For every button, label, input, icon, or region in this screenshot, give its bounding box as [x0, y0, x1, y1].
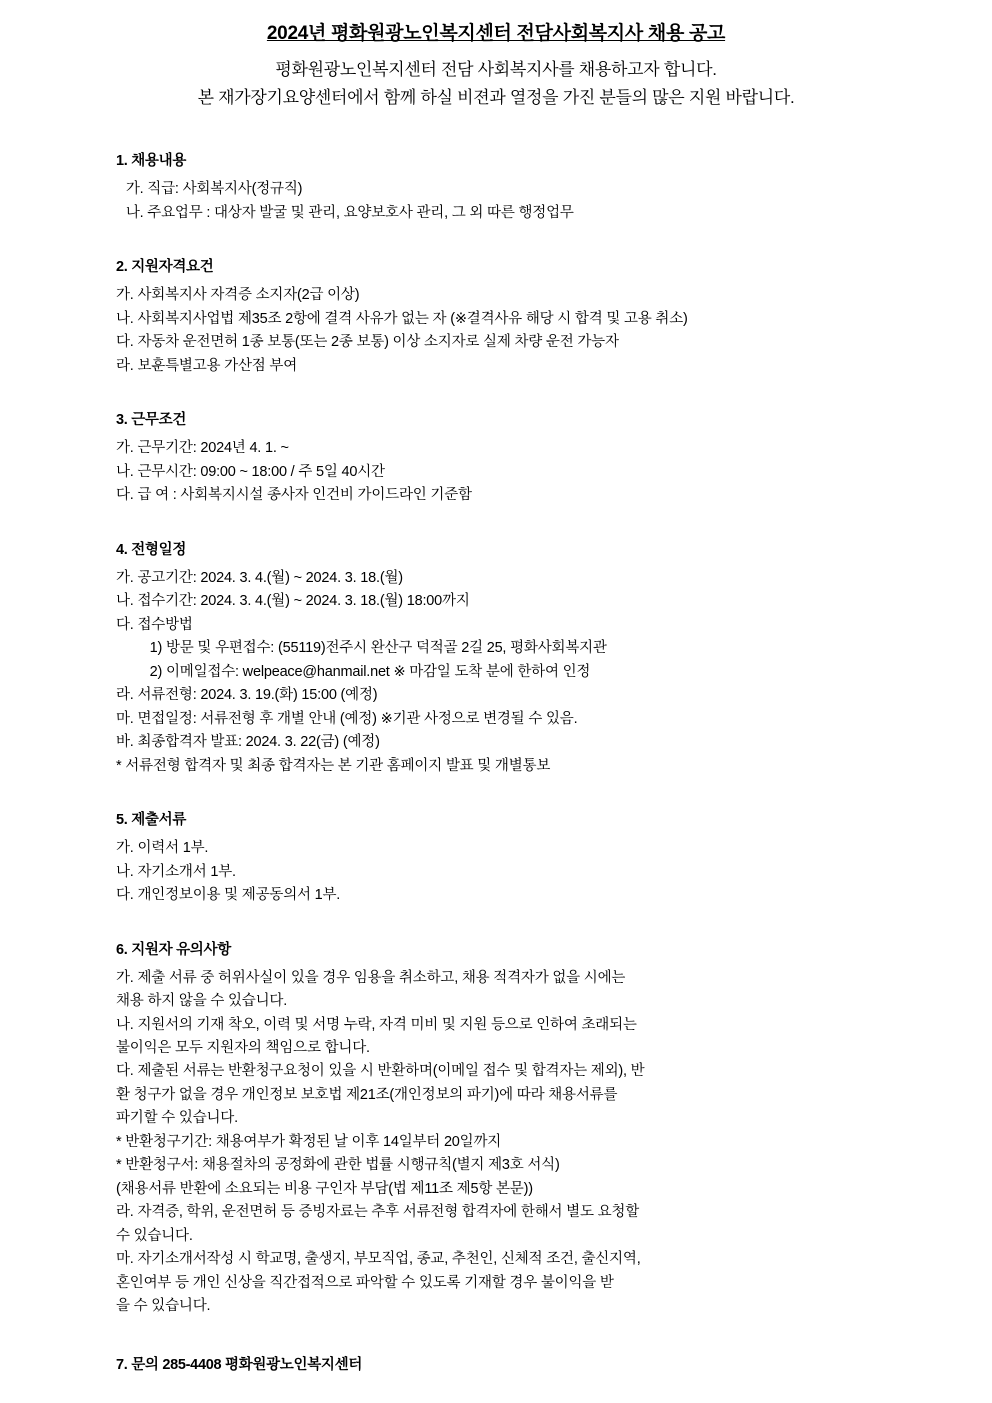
- section-line: 가. 사회복지사 자격증 소지자(2급 이상): [116, 287, 360, 304]
- section-note: * 서류전형 합격자 및 최종 합격자는 본 기관 홈페이지 발표 및 개별통보: [116, 757, 551, 774]
- section-line: 다. 급 여 : 사회복지시설 종사자 인건비 가이드라인 기준함: [116, 487, 472, 504]
- section-note: * 반환청구서: 채용절차의 공정화에 관한 법률 시행규칙(별지 제3호 서식): [116, 1157, 560, 1174]
- section-line: 가. 제출 서류 중 허위사실이 있을 경우 임용을 취소하고, 채용 적격자가 없을 시에는: [116, 969, 626, 986]
- section-line: 라. 보훈특별고용 가산점 부여: [116, 357, 297, 374]
- section-heading: 4. 전형일정: [116, 541, 187, 558]
- section-documents: [116, 808, 922, 907]
- section-line: 다. 자동차 운전면허 1종 보통(또는 2종 보통) 이상 소지자로 실제 차량 운전 가능자: [116, 334, 619, 351]
- section-line: 가. 이력서 1부.: [116, 840, 209, 857]
- section-line: 나. 주요업무 : 대상자 발굴 및 관리, 요양보호사 관리, 그 외 따른 행정업무: [122, 204, 574, 221]
- section-line: 혼인여부 등 개인 신상을 직간접적으로 파악할 수 있도록 기재할 경우 불이익을 받: [116, 1274, 614, 1291]
- section-line: 라. 자격증, 학위, 운전면허 등 증빙자료는 추후 서류전형 합격자에 한해서 별도 요청할: [116, 1204, 640, 1221]
- section-line: 마. 자기소개서작성 시 학교명, 출생지, 부모직업, 종교, 추천인, 신체적 조건, 출신지역,: [116, 1251, 641, 1268]
- section-note: * 반환청구기간: 채용여부가 확정된 날 이후 14일부터 20일까지: [116, 1133, 502, 1150]
- section-heading: 1. 채용내용: [116, 153, 187, 170]
- section-line: 가. 공고기간: 2024. 3. 4.(월) ~ 2024. 3. 18.(월): [116, 569, 403, 586]
- section-heading: 6. 지원자 유의사항: [116, 941, 231, 958]
- section-line: 나. 근무시간: 09:00 ~ 18:00 / 주 5일 40시간: [116, 463, 385, 480]
- section-line: 나. 지원서의 기재 착오, 이력 및 서명 누락, 자격 미비 및 지원 등으로 인하여 초래되는: [116, 1016, 637, 1033]
- lead-line-2: 본 재가장기요양센터에서 함께 하실 비젼과 열정을 가진 분들의 많은 지원 바랍니다.: [197, 88, 795, 108]
- section-line: 가. 근무기간: 2024년 4. 1. ~: [116, 440, 289, 457]
- section-line: 라. 서류전형: 2024. 3. 19.(화) 15:00 (예정): [116, 687, 378, 704]
- section-line: 을 수 있습니다.: [116, 1298, 211, 1315]
- section-line: 나. 자기소개서 1부.: [116, 863, 236, 880]
- section-line: 다. 접수방법: [116, 616, 193, 633]
- section-line: 나. 사회복지사업법 제35조 2항에 결격 사유가 없는 자 (※결격사유 해당 시 합격 및 고용 취소): [116, 310, 688, 327]
- section-qualifications: [116, 255, 922, 378]
- section-line: 환 청구가 없을 경우 개인정보 보호법 제21조(개인정보의 파기)에 따라 채용서류를: [116, 1086, 618, 1103]
- section-line: 채용 하지 않을 수 있습니다.: [116, 993, 288, 1010]
- section-line: 불이익은 모두 지원자의 책임으로 합니다.: [116, 1040, 370, 1056]
- section-line: 다. 제출된 서류는 반환청구요청이 있을 시 반환하며(이메일 접수 및 합격자는 제외), 반: [116, 1063, 645, 1080]
- lead-line-1: 평화원광노인복지센터 전담 사회복지사를 채용하고자 합니다.: [275, 59, 717, 79]
- section-line: 나. 접수기간: 2024. 3. 4.(월) ~ 2024. 3. 18.(월) 18:00까지: [116, 593, 470, 610]
- section-heading: 2. 지원자격요건: [116, 259, 214, 276]
- section-line: 다. 개인정보이용 및 제공동의서 1부.: [116, 887, 341, 904]
- section-line: 마. 면접일정: 서류전형 후 개별 안내 (예정) ※기관 사정으로 변경될 수 있음.: [116, 710, 578, 727]
- section-line: 파기할 수 있습니다.: [116, 1110, 238, 1127]
- section-recruitment-details: [116, 149, 922, 225]
- section-line: 바. 최종합격자 발표: 2024. 3. 22(금) (예정): [116, 734, 380, 751]
- section-line: (채용서류 반환에 소요되는 비용 구인자 부담(법 제11조 제5항 본문)): [116, 1180, 533, 1197]
- section-heading: 3. 근무조건: [116, 412, 187, 429]
- section-line: 수 있습니다.: [116, 1227, 193, 1244]
- section-schedule: [116, 538, 922, 778]
- document-body: [60, 149, 932, 1373]
- section-line: 1) 방문 및 우편접수: (55119)전주시 완산구 덕적골 2길 25, 평화사회복지관: [142, 640, 607, 657]
- section-applicant-notes: [116, 938, 922, 1319]
- section-line-email: 2) 이메일접수: welpeace@hanmail.net ※ 마감일 도착 분에 한하여 인정: [142, 663, 591, 680]
- page-title: 2024년 평화원광노인복지센터 전담사회복지사 채용 공고: [266, 23, 726, 44]
- contact-info: 7. 문의 285-4408 평화원광노인복지센터: [116, 1356, 363, 1373]
- section-working-conditions: [116, 408, 922, 507]
- section-heading: 5. 제출서류: [116, 812, 187, 829]
- section-line: 가. 직급: 사회복지사(정규직): [122, 181, 303, 198]
